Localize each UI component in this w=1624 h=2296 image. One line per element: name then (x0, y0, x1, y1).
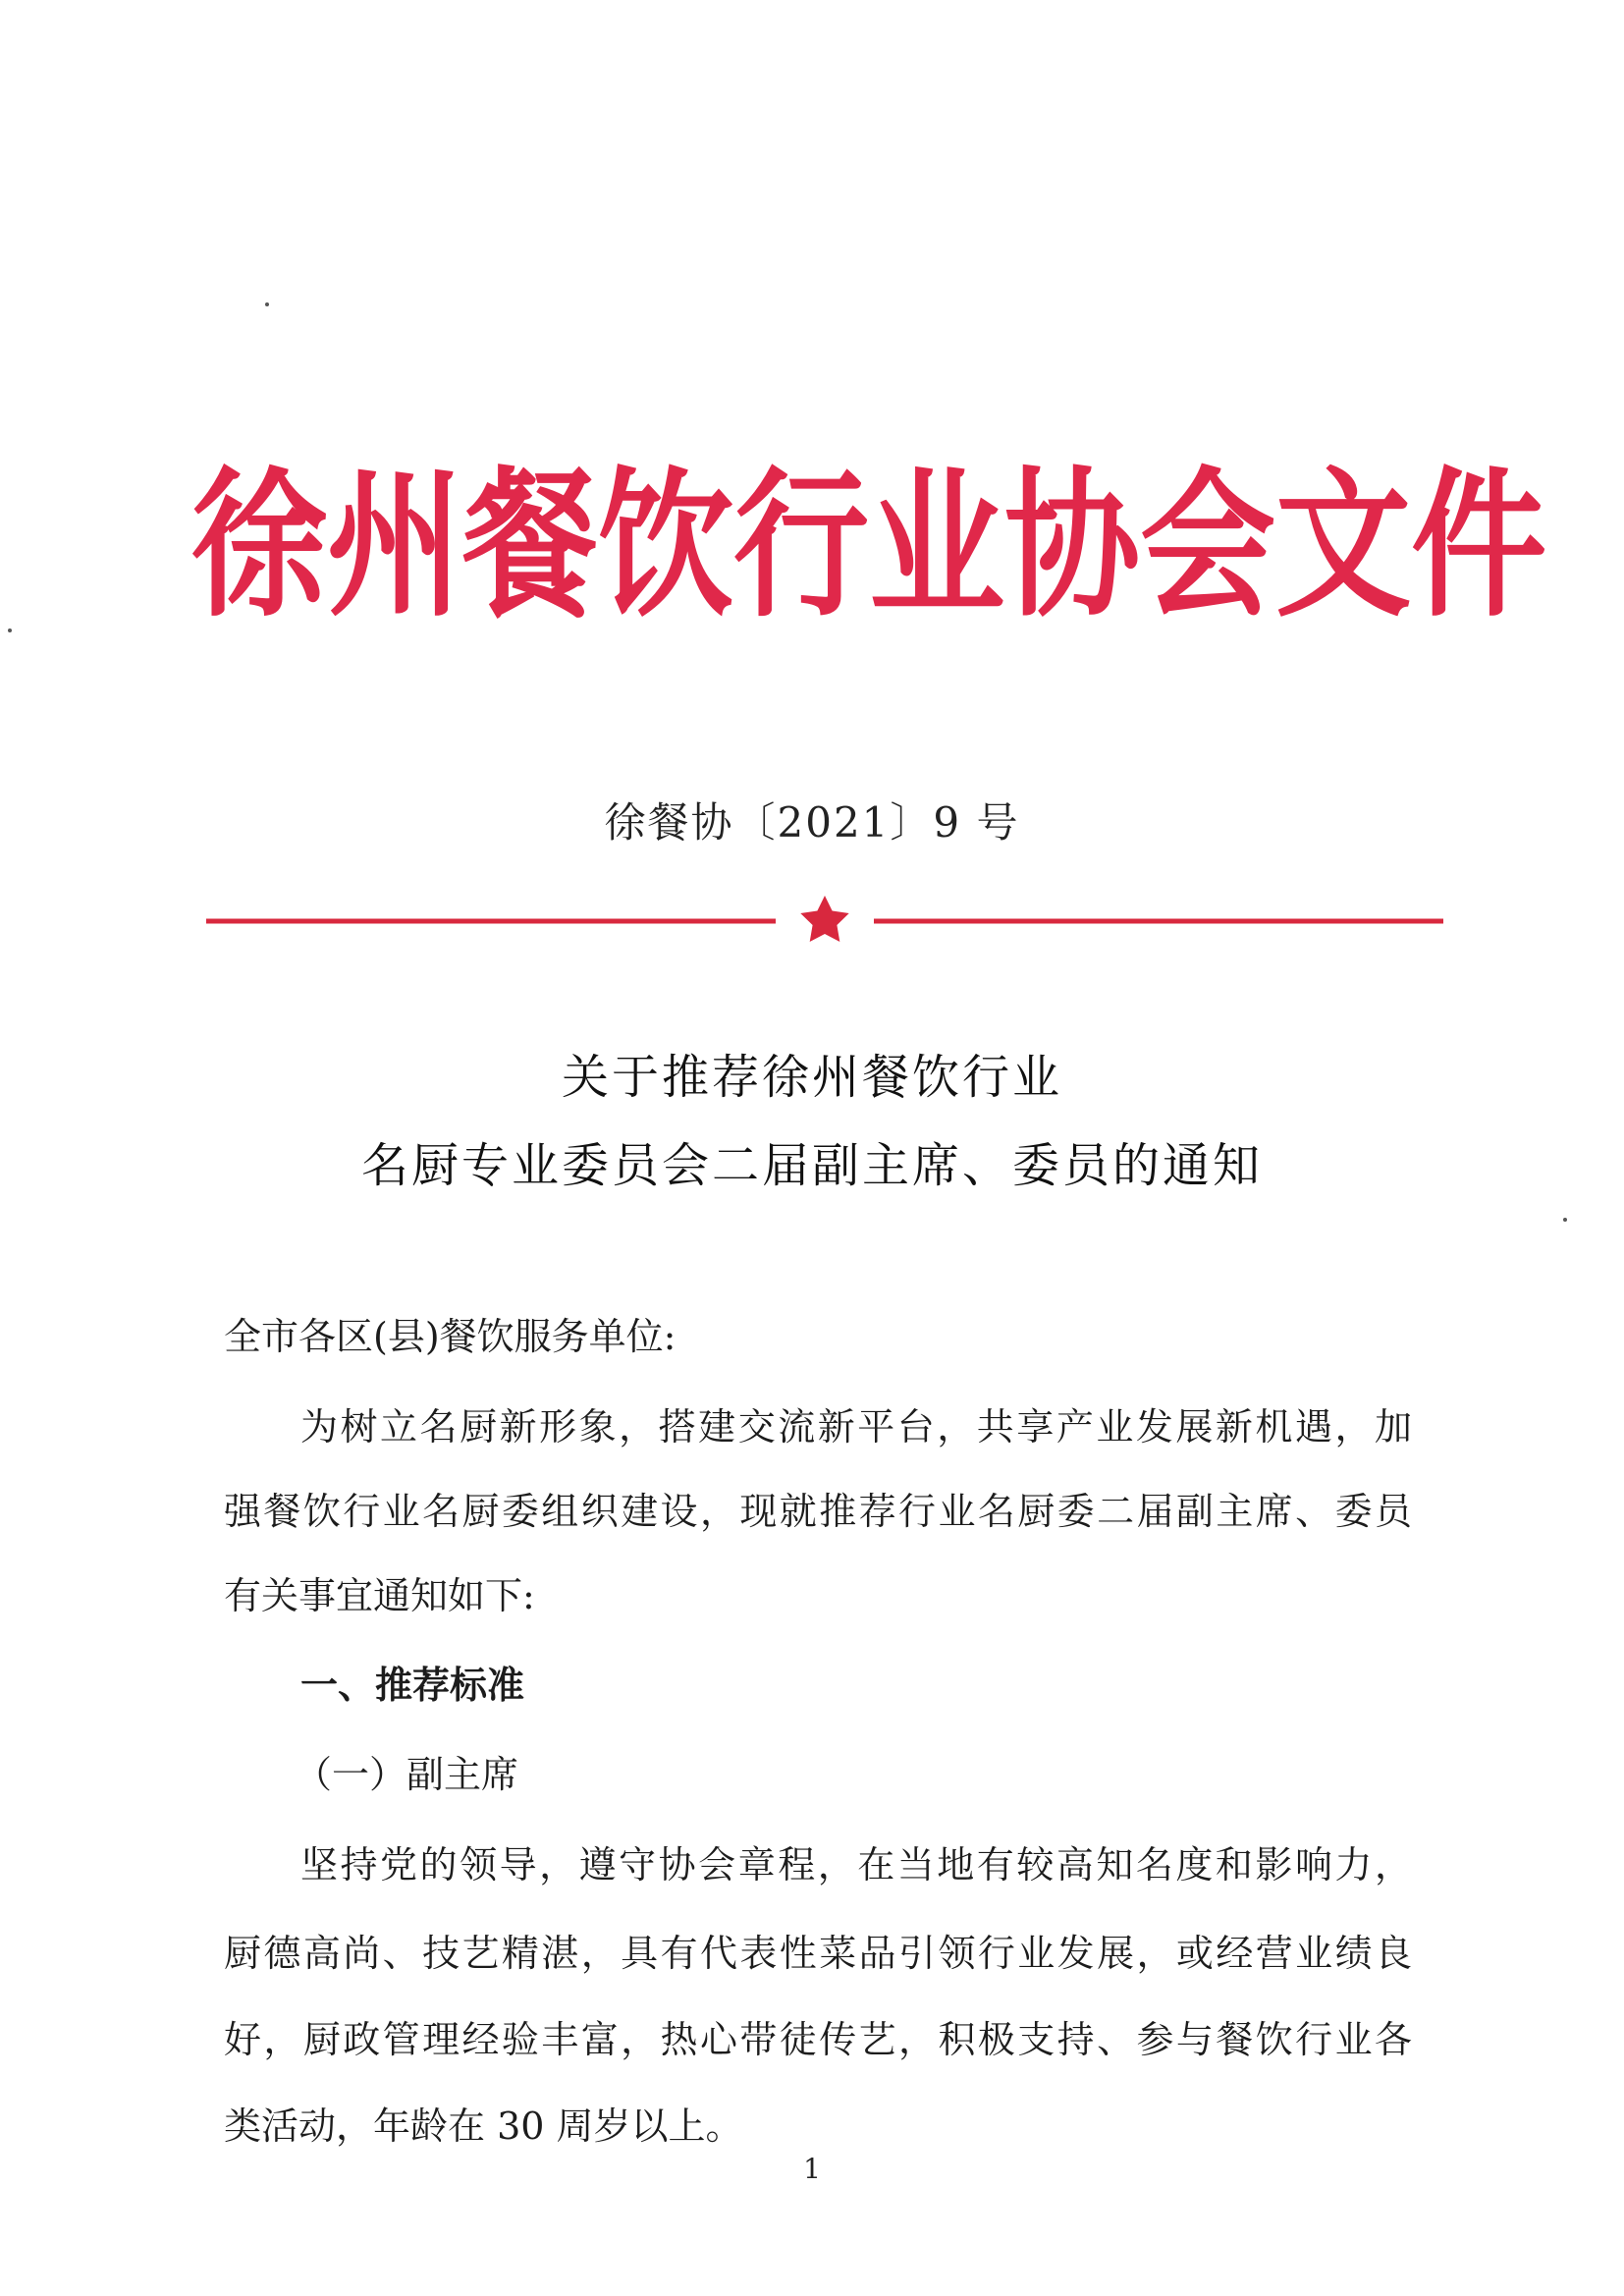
scan-speck (265, 302, 269, 306)
criteria-line-2: 厨德高尚、技艺精湛，具有代表性菜品引领行业发展，或经营业绩良 (224, 1932, 1412, 1975)
criteria-line-3: 好，厨政管理经验丰富，热心带徒传艺，积极支持、参与餐饮行业各 (224, 2018, 1412, 2061)
masthead-char: 文 (1275, 450, 1412, 639)
masthead-char: 件 (1411, 450, 1547, 639)
criteria-line-4: 类活动，年龄在 30 周岁以上。 (224, 2105, 743, 2148)
intro-line-3: 有关事宜通知如下: (224, 1574, 535, 1617)
star-icon (800, 896, 848, 942)
masthead-char: 行 (733, 450, 870, 639)
red-divider (206, 896, 1443, 945)
scan-speck (1563, 1218, 1567, 1222)
masthead-char: 徐 (191, 450, 328, 639)
page-number: 1 (803, 2153, 821, 2185)
criteria-line-1: 坚持党的领导，遵守协会章程，在当地有较高知名度和影响力， (300, 1843, 1412, 1886)
document-number: 徐餐协〔2021〕9 号 (604, 798, 1020, 847)
masthead-title (191, 450, 1547, 639)
masthead-char: 餐 (462, 450, 599, 639)
masthead-char: 协 (1004, 450, 1141, 639)
notice-title-line-1: 关于推荐徐州餐饮行业 (561, 1050, 1062, 1105)
subsection-heading-vice-chair: （一）副主席 (295, 1753, 519, 1796)
intro-line-2: 强餐饮行业名厨委组织建设，现就推荐行业名厨委二届副主席、委员 (224, 1490, 1412, 1533)
section-heading-criteria: 一、推荐标准 (300, 1664, 525, 1707)
salutation: 全市各区(县)餐饮服务单位: (224, 1315, 677, 1358)
masthead-char: 会 (1140, 450, 1276, 639)
masthead-char: 州 (327, 450, 463, 639)
masthead-char: 业 (869, 450, 1005, 639)
masthead-char: 饮 (598, 450, 734, 639)
scan-speck (8, 629, 12, 632)
notice-title-line-2: 名厨专业委员会二届副主席、委员的通知 (360, 1138, 1263, 1193)
intro-line-1: 为树立名厨新形象，搭建交流新平台，共享产业发展新机遇，加 (300, 1405, 1412, 1449)
